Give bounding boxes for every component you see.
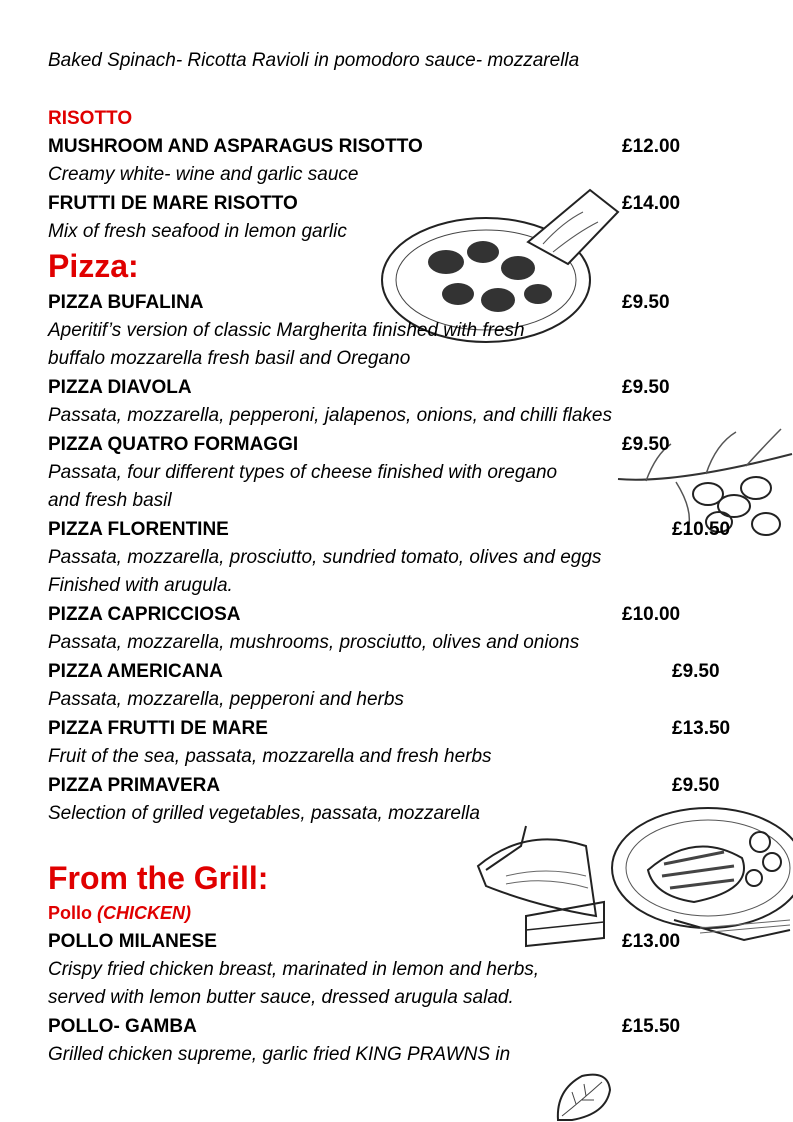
item-description: Passata, mozzarella, pepperoni, jalapenos, onions, and chilli flakes	[48, 405, 612, 426]
item-name: PIZZA DIAVOLA	[48, 377, 192, 398]
item-name: PIZZA FLORENTINE	[48, 519, 229, 540]
item-description: served with lemon butter sauce, dressed arugula salad.	[48, 987, 514, 1008]
item-price: £10.50	[672, 519, 731, 540]
item-price: £9.50	[622, 434, 670, 455]
section-heading-grill: From the Grill:	[48, 860, 269, 896]
intro-description: Baked Spinach- Ricotta Ravioli in pomodoro sauce- mozzarella	[48, 50, 580, 71]
item-price: £9.50	[622, 292, 670, 313]
item-name: PIZZA QUATRO FORMAGGI	[48, 434, 299, 455]
prosciutto-leg-illustration	[466, 806, 606, 948]
item-description: Crispy fried chicken breast, marinated in lemon and herbs,	[48, 959, 540, 980]
subheading-pollo-italic: (CHICKEN)	[97, 903, 191, 923]
item-name: PIZZA PRIMAVERA	[48, 775, 221, 796]
item-description: Selection of grilled vegetables, passata, mozzarella	[48, 803, 480, 824]
subheading-pollo-main: Pollo	[48, 903, 97, 923]
item-description: Creamy white- wine and garlic sauce	[48, 164, 359, 185]
item-price: £13.00	[622, 931, 681, 952]
item-name: POLLO MILANESE	[48, 931, 217, 952]
item-price: £14.00	[622, 193, 681, 214]
basil-leaf-illustration	[552, 1070, 616, 1122]
item-price: £12.00	[622, 136, 681, 157]
item-description: Aperitif’s version of classic Margherita finished with fresh	[48, 320, 525, 341]
item-name: PIZZA AMERICANA	[48, 661, 223, 682]
item-price: £9.50	[672, 775, 720, 796]
item-description: Passata, mozzarella, pepperoni and herbs	[48, 689, 404, 710]
item-description: Fruit of the sea, passata, mozzarella and fresh herbs	[48, 746, 492, 767]
item-description: and fresh basil	[48, 490, 172, 511]
item-price: £10.00	[622, 604, 681, 625]
section-heading-risotto: RISOTTO	[48, 108, 133, 129]
item-description: Passata, mozzarella, mushrooms, prosciutto, olives and onions	[48, 632, 580, 653]
item-name: PIZZA CAPRICCIOSA	[48, 604, 241, 625]
item-name: POLLO- GAMBA	[48, 1016, 197, 1037]
item-description: Finished with arugula.	[48, 575, 233, 596]
item-price: £13.50	[672, 718, 731, 739]
item-price: £9.50	[672, 661, 720, 682]
item-description: Mix of fresh seafood in lemon garlic	[48, 221, 347, 242]
item-name: MUSHROOM AND ASPARAGUS RISOTTO	[48, 136, 423, 157]
item-price: £9.50	[622, 377, 670, 398]
item-name: PIZZA FRUTTI DE MARE	[48, 718, 268, 739]
item-price: £15.50	[622, 1016, 681, 1037]
section-heading-pizza: Pizza:	[48, 248, 139, 284]
item-description: Passata, mozzarella, prosciutto, sundried tomato, olives and eggs	[48, 547, 602, 568]
item-description: buffalo mozzarella fresh basil and Oregano	[48, 348, 411, 369]
item-name: PIZZA BUFALINA	[48, 292, 204, 313]
item-description: Grilled chicken supreme, garlic fried KING PRAWNS in	[48, 1044, 511, 1065]
subheading-pollo	[48, 903, 191, 924]
item-description: Passata, four different types of cheese finished with oregano	[48, 462, 558, 483]
item-name: FRUTTI DE MARE RISOTTO	[48, 193, 298, 214]
